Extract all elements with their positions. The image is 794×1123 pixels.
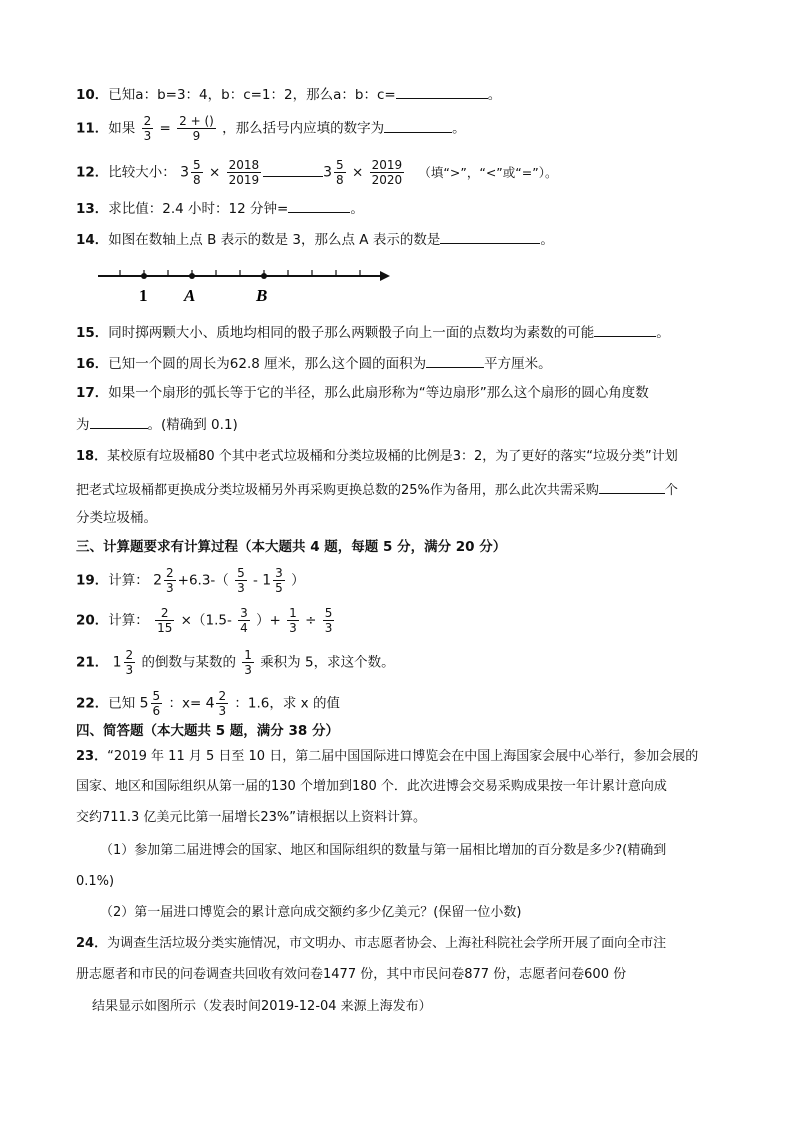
question-23-sub2: （2）第一届进口博览会的累计意向成交额约多少亿美元？(保留一位小数) — [100, 905, 522, 920]
question-number: 11． — [76, 120, 109, 137]
question-text: 如果一个扇形的弧长等于它的半径，那么此扇形称为“等边扇形”那么这个扇形的圆心角度数 — [108, 385, 649, 401]
question-text-end: 。(精确到 0.1) — [147, 417, 238, 433]
fraction: $\frac{5}{8}$ — [336, 158, 344, 187]
point-b — [261, 273, 267, 279]
fraction: $\frac{2018}{2019}$ — [228, 158, 260, 187]
question-17 — [76, 384, 649, 402]
fraction: $\frac{5}{6}$ — [152, 689, 161, 718]
times-sign: × — [351, 164, 364, 181]
question-number: 14． — [76, 232, 109, 248]
mixed-whole: 4 — [205, 695, 215, 712]
question-18-line2 — [76, 479, 678, 500]
question-14 — [76, 229, 554, 249]
question-24-line2: 册志愿者和市民的问卷调查共回收有效问卷1477 份，其中市民问卷877 份，志愿者问卷600 份 — [76, 967, 627, 982]
answer-blank[interactable] — [426, 353, 484, 368]
answer-blank[interactable] — [288, 198, 350, 213]
question-text-end: ） — [291, 572, 305, 589]
mixed-whole: 5 — [139, 695, 149, 712]
question-text: ：1.6，求 x 的值 — [234, 695, 340, 712]
arrow-head-icon — [380, 271, 390, 281]
question-number: 19． — [76, 572, 109, 589]
question-text: ）+ — [256, 612, 281, 629]
fraction: $\frac{2}{3}$ — [125, 648, 134, 677]
fraction: $\frac{2}{3}$ — [218, 689, 227, 718]
question-23-line2: 国家、地区和国际组织从第一届的130 个增加到180 个．此次进博会交易采购成果按一年计累计意向成 — [76, 779, 667, 794]
question-15 — [76, 322, 670, 342]
question-16 — [76, 353, 552, 373]
equals-sign: = — [159, 120, 171, 137]
answer-blank[interactable] — [396, 84, 488, 99]
answer-blank[interactable] — [594, 322, 656, 337]
question-text: ×（1.5- — [180, 612, 232, 629]
answer-blank[interactable] — [263, 162, 323, 177]
question-23 — [76, 748, 698, 766]
section-3-heading: 三、计算题要求有计算过程（本大题共 4 题，每题 5 分，满分 20 分） — [76, 539, 507, 555]
question-text-end: 。 — [540, 232, 554, 248]
question-number: 20． — [76, 612, 109, 629]
question-text-end: 。 — [452, 120, 466, 137]
question-text: “2019 年 11 月 5 日至 10 日，第二届中国国际进口博览会在中国上海国家会展中心举行，参加会展的 — [107, 749, 699, 764]
question-number: 13． — [76, 201, 109, 217]
question-text: 已知 — [108, 695, 136, 712]
question-number: 21． — [76, 654, 109, 671]
fraction: $\frac{2}{3}$ — [166, 566, 174, 595]
question-number: 17． — [76, 385, 109, 401]
question-text: 如果 — [108, 120, 136, 137]
question-18-line3 — [76, 509, 157, 527]
fraction: $\frac{3}{4}$ — [240, 606, 248, 635]
question-number: 12． — [76, 164, 109, 181]
answer-blank[interactable] — [599, 479, 665, 494]
question-10 — [76, 84, 501, 104]
question-22 — [76, 689, 340, 718]
question-text: 为 — [76, 417, 90, 433]
question-number: 18． — [76, 449, 108, 464]
question-number: 23． — [76, 749, 108, 764]
question-text-end: 。 — [656, 325, 670, 341]
question-text: 某校原有垃圾桶80 个其中老式垃圾桶和分类垃圾桶的比例是3：2，为了更好的落实“垃圾分类”计划 — [107, 449, 678, 464]
fraction: $\frac{5}{3}$ — [324, 606, 333, 635]
point-a — [189, 273, 195, 279]
question-text: 同时掷两颗大小、质地均相同的骰子那么两颗骰子向上一面的点数均为素数的可能 — [108, 325, 595, 341]
mixed-whole: 3 — [323, 164, 333, 181]
answer-blank[interactable] — [384, 118, 452, 133]
fraction: $\frac{3}{5}$ — [275, 566, 283, 595]
question-text-end: 平方厘米。 — [484, 356, 552, 372]
divide-sign: ÷ — [305, 612, 317, 629]
question-13 — [76, 198, 364, 218]
section-4-heading: 四、简答题（本大题共 5 题，满分 38 分） — [76, 723, 339, 739]
question-text: 计算： — [108, 572, 149, 589]
question-text: 的倒数与某数的 — [141, 654, 236, 671]
question-text: +6.3-（ — [177, 572, 229, 589]
question-12 — [76, 158, 557, 187]
fraction: $\frac{2}{3}$ — [143, 114, 152, 143]
minus-sign: - — [253, 572, 258, 589]
number-line-figure — [96, 264, 400, 308]
question-text: 乘积为 5，求这个数。 — [260, 654, 395, 671]
mixed-whole: 2 — [153, 572, 163, 589]
question-text: ：x= — [168, 695, 202, 712]
fraction: $\frac{2}{15}$ — [157, 606, 173, 635]
question-23-sub1: （1）参加第二届进博会的国家、地区和国际组织的数量与第一届相比增加的百分数是多少?(精确到 — [100, 843, 667, 858]
question-text: 已知一个圆的周长为62.8 厘米，那么这个圆的面积为 — [108, 356, 427, 372]
label-b: B — [256, 286, 268, 305]
question-text: 求比值：2.4 小时：12 分钟= — [108, 201, 289, 217]
question-text: 比较大小： — [108, 164, 176, 181]
question-text-end: 。 — [350, 201, 364, 217]
mixed-whole: 1 — [262, 572, 272, 589]
question-text-end: 。 — [487, 87, 502, 103]
question-24-line3: 结果显示如图所示（发表时间2019-12-04 来源上海发布） — [92, 999, 432, 1014]
question-text: （填“>”，“<”或“=”）。 — [418, 164, 558, 180]
question-23-line3: 交约711.3 亿美元比第一届增长23%”请根据以上资料计算。 — [76, 810, 426, 825]
mixed-whole: 3 — [180, 164, 190, 181]
answer-blank[interactable] — [440, 229, 540, 244]
question-17-cont — [76, 414, 238, 434]
question-text: 为调查生活垃圾分类实施情况，市文明办、市志愿者协会、上海社科院社会学所开展了面向全市注 — [107, 936, 667, 951]
mixed-whole: 1 — [112, 654, 122, 671]
question-number: 24． — [76, 936, 108, 951]
fraction: $\frac{5}{8}$ — [193, 158, 201, 187]
answer-blank[interactable] — [90, 414, 148, 429]
question-text-end: 个 — [664, 483, 678, 498]
question-text: 已知a：b=3：4，b：c=1：2，那么a：b：c= — [108, 87, 396, 103]
point-1 — [141, 273, 147, 279]
question-23-sub1-cont: 0.1%) — [76, 874, 115, 889]
question-19 — [76, 566, 305, 595]
fraction: $\frac{2019}{2020}$ — [371, 158, 403, 187]
question-text: 把老式垃圾桶都更换成分类垃圾桶另外再采购更换总数的25%作为备用，那么此次共需采购 — [76, 483, 599, 498]
label-a: A — [184, 286, 196, 305]
times-sign: × — [208, 164, 221, 181]
question-20 — [76, 606, 336, 635]
question-number: 15． — [76, 325, 109, 341]
question-text: 如图在数轴上点 B 表示的数是 3，那么点 A 表示的数是 — [108, 232, 441, 248]
fraction: $\frac{1}{3}$ — [244, 648, 252, 677]
question-11 — [76, 114, 466, 143]
fraction: $\frac{1}{3}$ — [289, 606, 297, 635]
question-text: ，那么括号内应填的数字为 — [222, 120, 385, 137]
fraction: $\frac{2 + ()}{9}$ — [179, 114, 214, 143]
question-text: 计算： — [108, 612, 149, 629]
question-18 — [76, 448, 678, 466]
question-number: 22． — [76, 695, 109, 712]
question-number: 16． — [76, 356, 109, 372]
question-text: 分类垃圾桶。 — [76, 510, 157, 526]
question-24 — [76, 935, 666, 953]
label-1: 1 — [139, 286, 148, 305]
fraction: $\frac{5}{3}$ — [237, 566, 245, 595]
question-21 — [76, 648, 395, 677]
question-number: 10． — [76, 87, 109, 103]
